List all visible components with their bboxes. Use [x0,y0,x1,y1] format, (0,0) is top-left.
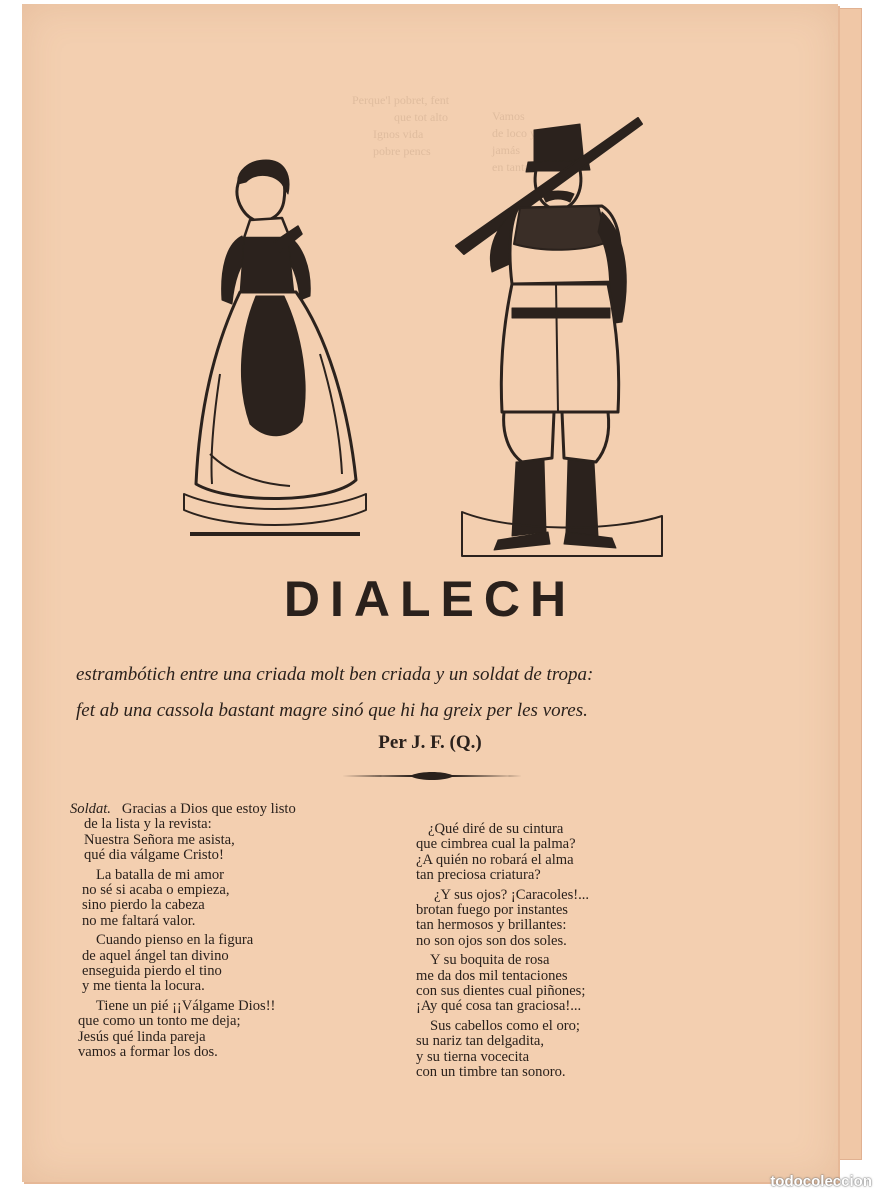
verse-line: no son ojos son dos soles. [416,932,567,949]
bleed-through-text: Perque'l pobret, fent que tot alto Ignos vida pobre pencs [352,93,450,158]
stanza [70,802,296,864]
verse-line: enseguida pierdo el tino [82,963,222,980]
verse-line: tan preciosa criatura? [416,867,541,884]
verse-line: Cuando pienso en la figura [96,932,254,949]
verse-line: y me tienta la locura. [82,978,205,995]
verse-line: Jesús qué linda pareja [78,1028,206,1045]
verse-line: tan hermosos y brillantes: [416,917,567,934]
verse-line: y su tierna vocecita [416,1048,530,1065]
verse-line: vamos a formar los dos. [78,1044,218,1061]
soldat-illustration [442,112,672,562]
ornamental-divider [342,770,522,782]
verse-line: sino pierdo la cabeza [82,897,205,914]
stanza [416,1019,589,1081]
verse-line: brotan fuego por instantes [416,902,568,919]
watermark-logo [770,1173,872,1190]
verse-line: ¿A quién no robará el alma [416,851,574,868]
verse-line: me da dos mil tentaciones [416,967,568,984]
right-verse-column [416,822,589,1085]
page-title: DIALECH [283,571,577,627]
verse-line: su nariz tan delgadita, [416,1033,545,1050]
verse-line: Y su boquita de rosa [430,952,550,969]
byline: Per J. F. (Q.) [378,732,482,753]
stanza [416,953,589,1015]
verse-line: La batalla de mi amor [96,866,225,883]
left-verse-column [70,802,296,1065]
verse-line: con sus dientes cual piñones; [416,983,586,1000]
verse-line: Nuestra Señora me asista, [84,831,235,848]
speaker-label: Soldat. [70,801,111,817]
verse-line: Sus cabellos como el oro; [430,1017,580,1034]
subtitle-line-1: estrambótich entre una criada molt ben criada y un soldat de tropa: [76,664,594,685]
verse-line: ¿Y sus ojos? ¡Caracoles!... [434,886,590,903]
verse-line: no sé si acaba o empieza, [82,882,230,899]
stanza [416,822,589,884]
subtitle-line-2: fet ab una cassola bastant magre sinó que hi ha greix per les vores. [76,700,588,721]
stanza [70,868,296,930]
verse-line: ¿Qué diré de su cintura [428,821,564,837]
verse-line: qué dia válgame Cristo! [84,847,224,864]
stanza [416,888,589,950]
verse-line: que como un tonto me deja; [78,1013,241,1030]
verse-line: no me faltará valor. [82,912,196,929]
bleed-through-text: Vamos de loco y jamás en tanta [492,109,536,174]
verse-line: con un timbre tan sonoro. [416,1064,566,1081]
verse-line: Gracias a Dios que estoy listo [121,801,296,817]
verse-line: de la lista y la revista: [84,816,212,833]
verse-line: de aquel ángel tan divino [82,947,229,964]
stanza [70,933,296,995]
verse-line: ¡Ay qué cosa tan graciosa!... [416,998,582,1015]
watermark-text: todocoleccion [770,1173,872,1190]
stanza [70,999,296,1061]
document-page [22,4,838,1182]
verse-line: que cimbrea cual la palma? [416,836,576,853]
verse-line: Tiene un pié ¡¡Válgame Dios!! [96,997,276,1014]
criada-illustration [170,154,370,549]
